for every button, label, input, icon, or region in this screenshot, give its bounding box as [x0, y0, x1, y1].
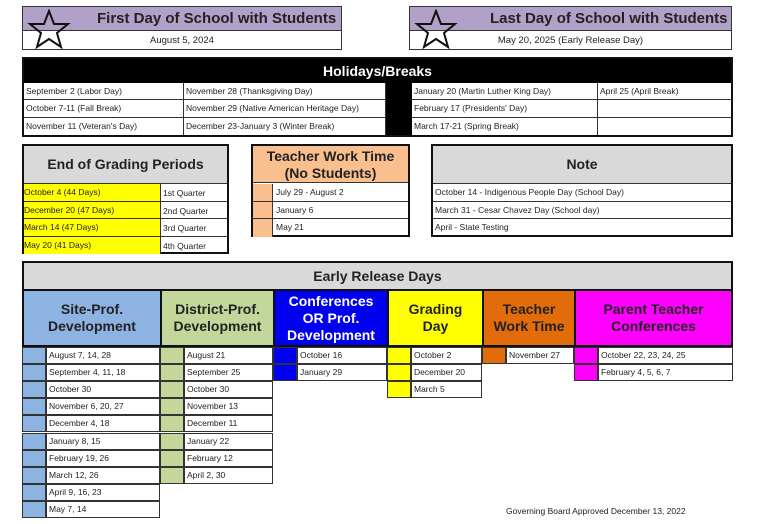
early-release-swatch	[482, 347, 506, 364]
early-release-date: October 30	[46, 381, 160, 398]
grading-period-row	[24, 184, 227, 202]
early-release-date: January 8, 15	[46, 433, 160, 450]
last-day-title: Last Day of School with Students	[490, 10, 728, 27]
footer-note: Governing Board Approved December 13, 2022	[506, 506, 686, 516]
holiday-cell	[598, 118, 731, 135]
early-release-swatch	[574, 347, 598, 364]
early-release-column-header	[387, 289, 482, 347]
early-release-swatch	[387, 347, 411, 364]
early-release-date: October 30	[184, 381, 273, 398]
note-row: April - State Testing	[435, 222, 509, 232]
early-release-swatch	[22, 364, 46, 381]
holiday-cell: November 11 (Veteran's Day)	[24, 118, 184, 135]
teacher-work-time-swatch	[253, 202, 273, 219]
column-header-line: Development	[287, 326, 375, 343]
early-release-swatch	[22, 484, 46, 501]
column-header-line: Conferences	[611, 318, 696, 334]
last-day-title-bar	[410, 7, 731, 31]
column-header-line: Teacher	[502, 301, 556, 317]
column-header-line: Development	[173, 318, 262, 334]
early-release-swatch	[160, 347, 184, 364]
early-release-swatch	[22, 467, 46, 484]
early-release-swatch	[22, 501, 46, 518]
holiday-cell: November 28 (Thanksgiving Day)	[184, 83, 386, 100]
early-release-swatch	[160, 381, 184, 398]
early-release-date: March 12, 26	[46, 467, 160, 484]
early-release-swatch	[574, 364, 598, 381]
early-release-date: February 19, 26	[46, 450, 160, 467]
note-row: October 14 - Indigenous People Day (School Day)	[433, 184, 731, 202]
last-day-date: May 20, 2025 (Early Release Day)	[497, 35, 644, 46]
early-release-date: December 11	[184, 415, 273, 432]
early-release-swatch	[22, 433, 46, 450]
early-release-date: August 21	[184, 347, 273, 364]
early-release-column-header	[482, 289, 574, 347]
early-release-date: November 6, 20, 27	[46, 398, 160, 415]
column-header-line: Parent Teacher	[603, 301, 704, 317]
holiday-cell: December 23-January 3 (Winter Break)	[184, 118, 386, 135]
note-title: Note	[433, 146, 731, 184]
early-release-swatch	[22, 381, 46, 398]
early-release-date: September 25	[184, 364, 273, 381]
holidays-section	[22, 57, 733, 137]
column-header-line: Site-Prof.	[60, 301, 124, 317]
early-release-column-header	[22, 289, 160, 347]
holiday-cell	[598, 100, 731, 117]
column-header-line: Grading	[408, 301, 463, 317]
grading-periods-title: End of Grading Periods	[24, 146, 227, 184]
early-release-date: February 12	[184, 450, 273, 467]
holiday-cell: April 25 (April Break)	[598, 83, 731, 100]
grading-period-row	[24, 202, 227, 220]
holidays-grid	[24, 83, 731, 135]
early-release-swatch	[22, 415, 46, 432]
early-release-date: December 4, 18	[46, 415, 160, 432]
teacher-work-time-title-line2: (No Students)	[284, 165, 377, 181]
teacher-work-time-row	[253, 219, 408, 237]
holiday-cell: November 29 (Native American Heritage Day)	[184, 100, 386, 117]
holiday-cell: September 2 (Labor Day)	[24, 83, 184, 100]
first-day-date: August 5, 2024	[150, 35, 214, 46]
early-release-date: April 2, 30	[184, 467, 273, 484]
last-day-box	[409, 6, 732, 50]
note-row: March 31 - Cesar Chavez Day (School day)	[433, 202, 731, 220]
first-day-box	[22, 6, 342, 50]
early-release-swatch	[160, 433, 184, 450]
star-icon	[27, 9, 71, 49]
grading-period-date: May 20 (41 Days)	[24, 237, 161, 255]
early-release-swatch	[22, 398, 46, 415]
grading-period-date: October 4 (44 Days)	[24, 184, 161, 201]
grading-periods-section	[22, 144, 229, 254]
column-header-line: Day	[422, 318, 449, 334]
grading-period-row	[24, 237, 227, 255]
early-release-swatch	[160, 415, 184, 432]
teacher-work-time-row	[253, 184, 408, 202]
grading-period-quarter: 1st Quarter	[163, 188, 206, 198]
column-header-line: OR Prof.	[302, 309, 360, 326]
teacher-work-time-date: July 29 - August 2	[276, 187, 344, 197]
holidays-title: Holidays/Breaks	[24, 59, 731, 83]
early-release-date: September 4, 11, 18	[46, 364, 160, 381]
early-release-date: March 5	[411, 381, 482, 398]
early-release-swatch	[160, 364, 184, 381]
early-release-title: Early Release Days	[22, 261, 733, 289]
early-release-date: April 9, 16, 23	[46, 484, 160, 501]
holiday-cell: January 20 (Martin Luther King Day)	[412, 83, 598, 100]
teacher-work-time-section	[251, 144, 410, 237]
teacher-work-time-swatch	[253, 184, 273, 201]
early-release-column-header	[160, 289, 273, 347]
early-release-swatch	[273, 364, 297, 381]
teacher-work-time-swatch	[253, 219, 273, 237]
early-release-swatch	[160, 450, 184, 467]
teacher-work-time-title-line1: Teacher Work Time	[266, 148, 395, 164]
column-header-line: Conferences	[288, 292, 374, 309]
grading-period-date: March 14 (47 Days)	[24, 219, 161, 236]
teacher-work-time-date: May 21	[276, 222, 304, 232]
note-section	[431, 144, 733, 237]
holiday-cell: March 17-21 (Spring Break)	[412, 118, 598, 135]
early-release-swatch	[22, 347, 46, 364]
early-release-date: August 7, 14, 28	[46, 347, 160, 364]
early-release-date: October 2	[411, 347, 482, 364]
early-release-swatch	[22, 450, 46, 467]
early-release-date: December 20	[411, 364, 482, 381]
teacher-work-time-title	[253, 146, 408, 183]
holiday-cell: October 7-11 (Fall Break)	[24, 100, 184, 117]
early-release-swatch	[387, 381, 411, 398]
grading-period-quarter: 4th Quarter	[163, 240, 206, 251]
early-release-swatch	[387, 364, 411, 381]
early-release-swatch	[273, 347, 297, 364]
column-header-line: Development	[48, 318, 136, 334]
grading-period-row	[24, 219, 227, 237]
early-release-date: October 16	[297, 347, 387, 364]
teacher-work-time-date: January 6	[276, 204, 314, 215]
early-release-date: October 22, 23, 24, 25	[598, 347, 733, 364]
early-release-column-header	[273, 289, 387, 347]
holiday-cell: February 17 (Presidents' Day)	[412, 100, 598, 117]
early-release-date: November 27	[506, 347, 574, 364]
grading-period-quarter: 3rd Quarter	[163, 223, 207, 233]
early-release-swatch	[160, 467, 184, 484]
column-header-line: Work Time	[493, 318, 565, 334]
grading-period-quarter: 2nd Quarter	[163, 205, 209, 216]
early-release-date: February 4, 5, 6, 7	[598, 364, 733, 381]
first-day-title: First Day of School with Students	[97, 10, 337, 27]
early-release-date: January 29	[297, 364, 387, 381]
early-release-swatch	[160, 398, 184, 415]
early-release-date: May 7, 14	[46, 501, 160, 518]
star-icon	[414, 9, 458, 49]
early-release-column-header	[574, 289, 733, 347]
early-release-date: November 13	[184, 398, 273, 415]
grading-period-date: December 20 (47 Days)	[24, 202, 161, 219]
early-release-date: January 22	[184, 433, 273, 450]
teacher-work-time-row	[253, 202, 408, 220]
column-header-line: District-Prof.	[175, 301, 260, 317]
